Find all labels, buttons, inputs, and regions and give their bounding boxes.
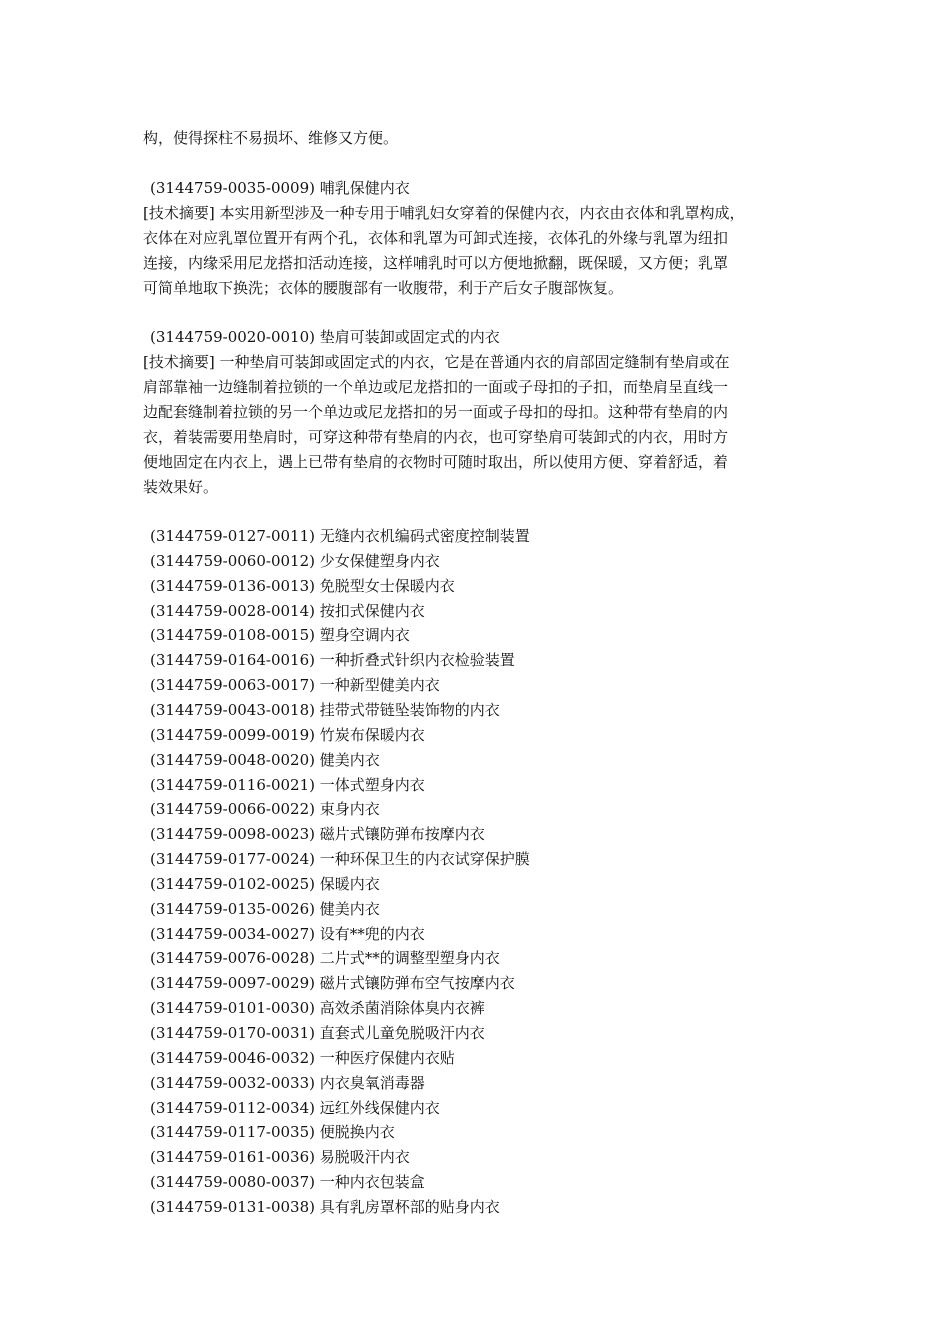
list-item: (3144759-0164-0016) 一种折叠式针织内衣检验装置: [150, 651, 515, 670]
entry-title: (3144759-0035-0009) 哺乳保健内衣: [150, 179, 410, 197]
list-item: (3144759-0098-0023) 磁片式镶防弹布按摩内衣: [150, 825, 485, 844]
list-item: (3144759-0099-0019) 竹炭布保暖内衣: [150, 725, 425, 744]
list-item: (3144759-0117-0035) 便脱换内衣: [150, 1123, 395, 1142]
list-item: (3144759-0108-0015) 塑身空调内衣: [150, 626, 410, 645]
abstract-line: 可简单地取下换洗；衣体的腰腹部有一收腹带，利于产后女子腹部恢复。: [143, 279, 624, 297]
list-item: (3144759-0046-0032) 一种医疗保健内衣贴: [150, 1048, 455, 1067]
list-item: (3144759-0102-0025) 保暖内衣: [150, 874, 380, 893]
list-item: (3144759-0048-0020) 健美内衣: [150, 750, 380, 769]
list-item: (3144759-0131-0038) 具有乳房罩杯部的贴身内衣: [150, 1197, 500, 1216]
list-item: (3144759-0116-0021) 一体式塑身内衣: [150, 775, 425, 794]
abstract-line: 边配套缝制着拉锁的另一个单边或尼龙搭扣的另一面或子母扣的母扣。这种带有垫肩的内: [143, 403, 729, 421]
list-item: (3144759-0034-0027) 设有**兜的内衣: [150, 924, 425, 943]
abstract-line: 肩部靠袖一边缝制着拉锁的一个单边或尼龙搭扣的一面或子母扣的子扣，而垫肩呈直线一: [143, 378, 729, 396]
list-item: (3144759-0177-0024) 一种环保卫生的内衣试穿保护膜: [150, 850, 530, 869]
list-item: (3144759-0032-0033) 内衣臭氧消毒器: [150, 1073, 425, 1092]
abstract-line: 衣体在对应乳罩位置开有两个孔，衣体和乳罩为可卸式连接，衣体孔的外缘与乳罩为纽扣: [143, 229, 729, 247]
list-item: (3144759-0028-0014) 按扣式保健内衣: [150, 601, 425, 620]
abstract-line: 便地固定在内衣上，遇上已带有垫肩的衣物时可随时取出，所以使用方便、穿着舒适，着: [143, 453, 729, 471]
list-item: (3144759-0161-0036) 易脱吸汗内衣: [150, 1148, 410, 1167]
list-item: (3144759-0136-0013) 免脱型女士保暖内衣: [150, 576, 455, 595]
list-item: (3144759-0135-0026) 健美内衣: [150, 899, 380, 918]
abstract-line: 装效果好。: [143, 478, 219, 496]
list-item: (3144759-0060-0012) 少女保健塑身内衣: [150, 551, 440, 570]
list-item: (3144759-0101-0030) 高效杀菌消除体臭内衣裤: [150, 999, 485, 1018]
abstract-line: [技术摘要] 一种垫肩可装卸或固定式的内衣，它是在普通内衣的肩部固定缝制有垫肩或在: [143, 353, 730, 371]
abstract-line: 衣，着装需要用垫肩时，可穿这种带有垫肩的内衣，也可穿垫肩可装卸式的内衣，用时方: [143, 428, 729, 446]
list-item: (3144759-0127-0011) 无缝内衣机编码式密度控制装置: [150, 527, 530, 545]
abstract-line: 连接，内缘采用尼龙搭扣活动连接，这样哺乳时可以方便地掀翻，既保暖，又方便；乳罩: [143, 254, 729, 272]
list-item: (3144759-0063-0017) 一种新型健美内衣: [150, 676, 440, 695]
list-item: (3144759-0066-0022) 束身内衣: [150, 800, 380, 819]
list-item: (3144759-0170-0031) 直套式儿童免脱吸汗内衣: [150, 1024, 485, 1042]
list-item: (3144759-0080-0037) 一种内衣包装盒: [150, 1173, 425, 1192]
list-item: (3144759-0097-0029) 磁片式镶防弹布空气按摩内衣: [150, 974, 515, 993]
list-item: (3144759-0112-0034) 远红外线保健内衣: [150, 1098, 440, 1117]
abstract-line: [技术摘要] 本实用新型涉及一种专用于哺乳妇女穿着的保健内衣，内衣由衣体和乳罩构成，: [143, 204, 745, 222]
list-item: (3144759-0043-0018) 挂带式带链坠装饰物的内衣: [150, 700, 500, 719]
list-item: (3144759-0076-0028) 二片式**的调整型塑身内衣: [150, 949, 500, 968]
entry-title: (3144759-0020-0010) 垫肩可装卸或固定式的内衣: [150, 328, 500, 346]
intro-tail-text: 构，使得探柱不易损坏、维修又方便。: [143, 129, 399, 147]
